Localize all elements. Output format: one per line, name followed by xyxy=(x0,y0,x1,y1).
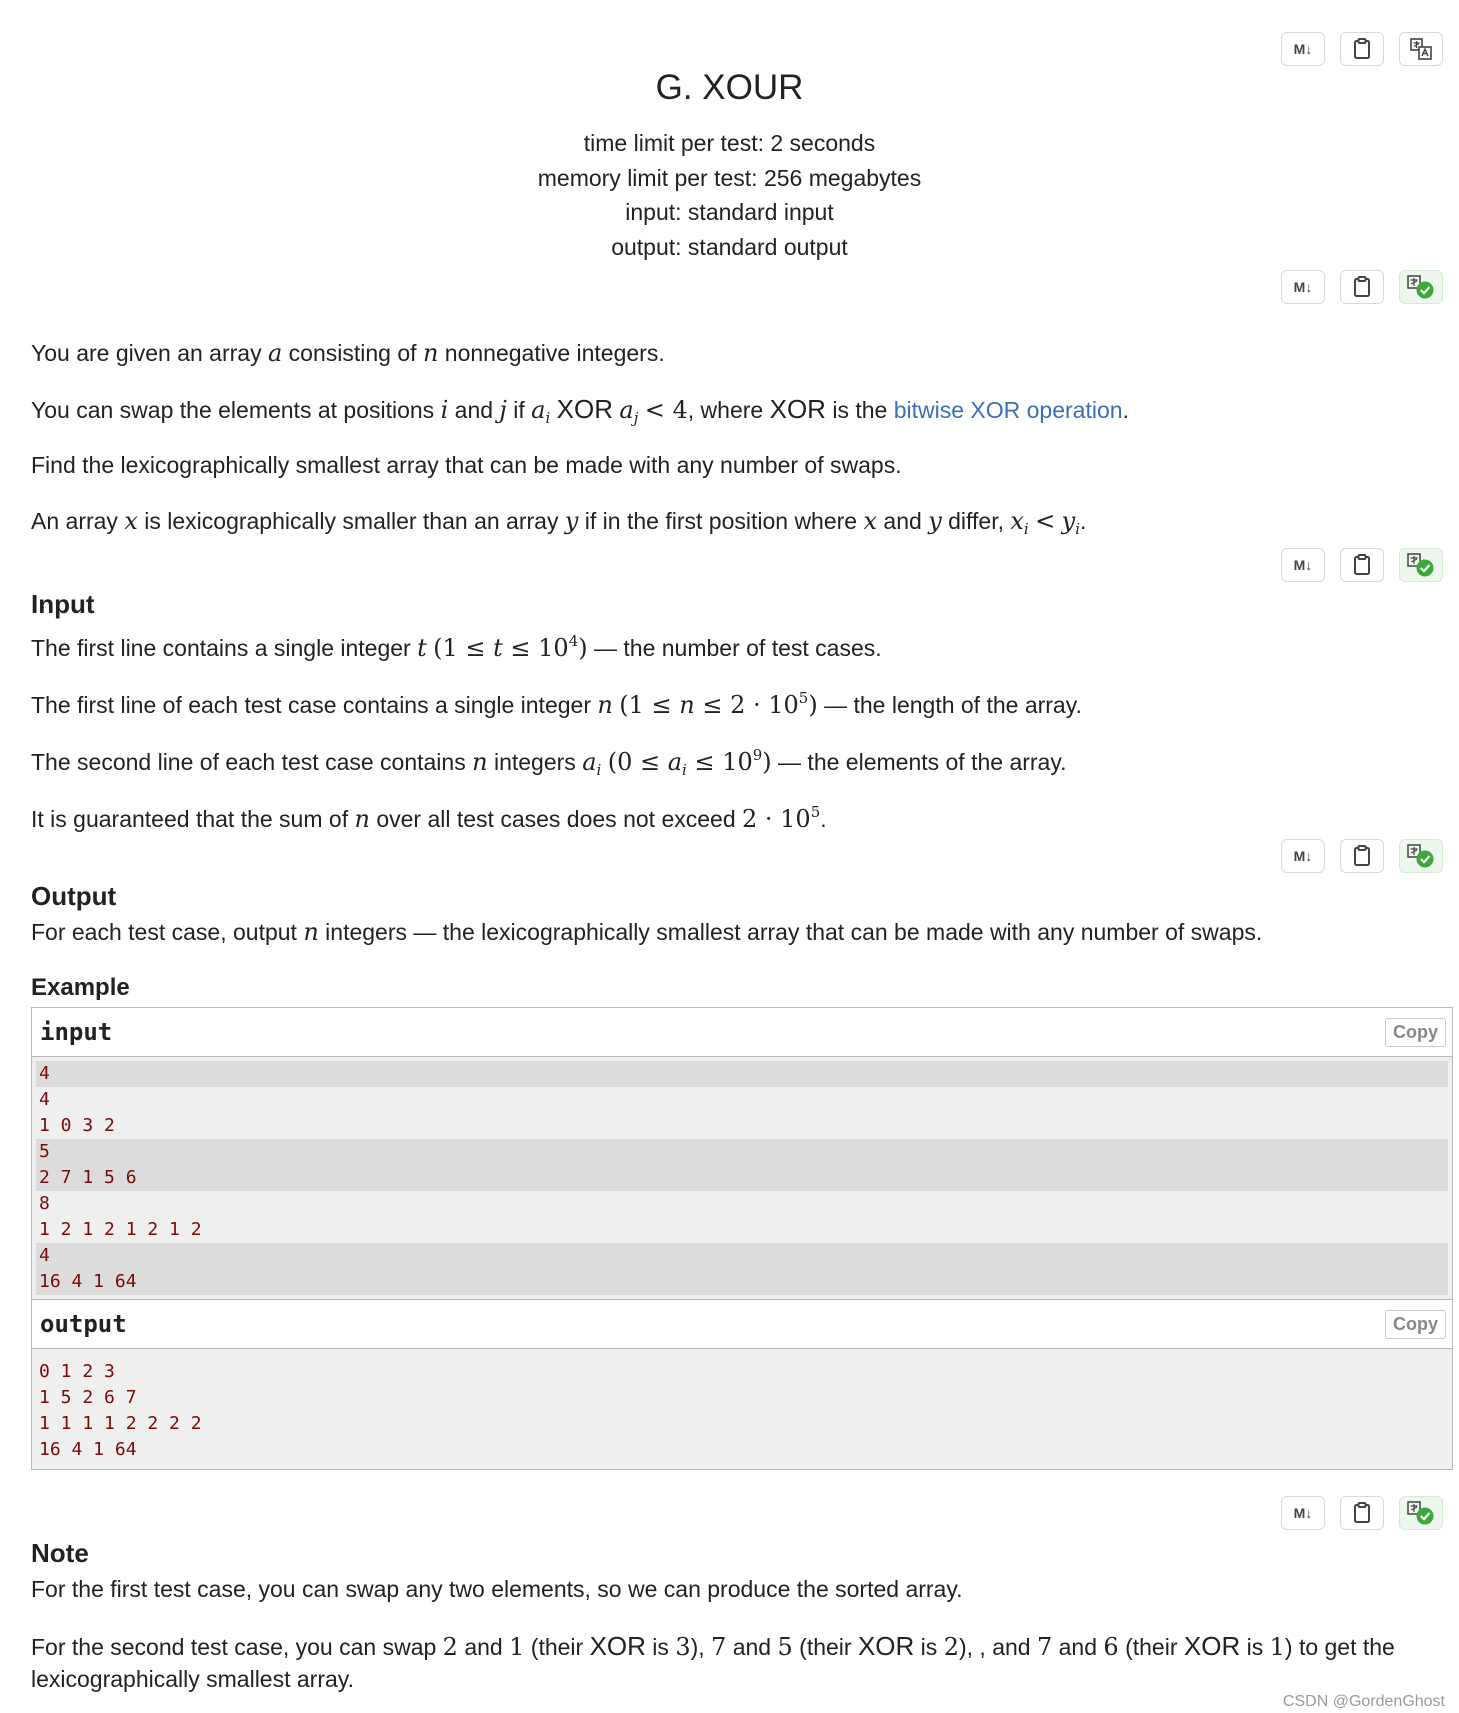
input-spec: input: standard input xyxy=(625,199,834,225)
statement-paragraph: An array x is lexicographically smaller than an array y if in the first position where x and y differ, $x_i < y_i$. xyxy=(31,507,1087,538)
example-output-line: 0 1 2 3 xyxy=(39,1361,115,1382)
markdown-icon: M↓ xyxy=(1293,41,1313,57)
copy-output-button[interactable]: Copy xyxy=(1385,1310,1446,1339)
note-paragraph: For the second test case, you can swap 2 and 1 (their XOR is 3), 7 and 5 (their XOR is 2), , and 7 and 6 (their XOR is 1) to get the xyxy=(31,1631,1395,1661)
example-input-line: 4 xyxy=(39,1089,50,1110)
example-output-line: 1 1 1 1 2 2 2 2 xyxy=(39,1413,202,1434)
translated-check-icon xyxy=(1406,274,1436,300)
statement-paragraph: You are given an array a consisting of n nonnegative integers. xyxy=(31,339,665,367)
example-box xyxy=(31,1007,1453,1470)
watermark: CSDN @GordenGhost xyxy=(1282,1693,1445,1710)
problem-title: G. XOUR xyxy=(655,68,804,107)
translated-button[interactable] xyxy=(1399,270,1443,304)
markdown-icon: M↓ xyxy=(1293,1505,1313,1521)
problem-header xyxy=(0,68,1459,264)
input-paragraph: The first line contains a single integer t $(1 \le t \le 10^4)$ — the number of test cases. xyxy=(31,632,882,662)
example-input-line: 16 4 1 64 xyxy=(36,1269,1448,1295)
clipboard-icon xyxy=(1352,276,1372,298)
translated-check-icon xyxy=(1406,843,1436,869)
statement-paragraph: Find the lexicographically smallest array that can be made with any number of swaps. xyxy=(31,452,902,478)
translate-button[interactable] xyxy=(1399,32,1443,66)
example-output-line: 1 5 2 6 7 xyxy=(39,1387,137,1408)
example-heading: Example xyxy=(31,974,130,1001)
statement-toolbar xyxy=(1281,270,1443,304)
translated-button[interactable] xyxy=(1399,548,1443,582)
example-input-line: 8 xyxy=(39,1193,50,1214)
markdown-button[interactable] xyxy=(1281,270,1325,304)
input-toolbar xyxy=(1281,548,1443,582)
translate-icon xyxy=(1409,37,1433,61)
input-paragraph: The first line of each test case contains a single integer n $(1 \le n \le 2 \cdot 10^5)$ — the length of the array. xyxy=(31,689,1082,719)
note-toolbar xyxy=(1281,1496,1443,1530)
markdown-button[interactable] xyxy=(1281,548,1325,582)
output-paragraph: For each test case, output n integers — the lexicographically smallest array that can be made with any number of swaps. xyxy=(31,918,1263,946)
input-paragraph: The second line of each test case contains n integers $a_i$ $(0 \le a_i \le 10^9)$ — the elements of the array. xyxy=(31,746,1067,779)
memory-limit: memory limit per test: 256 megabytes xyxy=(537,164,922,191)
header-toolbar xyxy=(1281,32,1443,66)
note-paragraph: lexicographically smallest array. xyxy=(31,1666,354,1692)
note-heading: Note xyxy=(31,1538,89,1568)
example-output-body[interactable] xyxy=(32,1349,1452,1469)
output-spec: output: standard output xyxy=(611,233,848,260)
markdown-icon: M↓ xyxy=(1293,848,1313,864)
copy-input-button[interactable]: Copy xyxy=(1385,1018,1446,1047)
copy-clipboard-button[interactable] xyxy=(1340,270,1384,304)
clipboard-icon xyxy=(1352,38,1372,60)
note-paragraph: For the first test case, you can swap any two elements, so we can produce the sorted array. xyxy=(31,1576,963,1602)
example-output-header xyxy=(32,1299,1452,1349)
copy-clipboard-button[interactable] xyxy=(1340,839,1384,873)
example-input-line: 5 xyxy=(36,1139,1448,1165)
time-limit: time limit per test: 2 seconds xyxy=(583,130,876,156)
copy-clipboard-button[interactable] xyxy=(1340,1496,1384,1530)
example-input-label: input xyxy=(40,1018,113,1046)
example-input-line: 4 xyxy=(36,1061,1448,1087)
clipboard-icon xyxy=(1352,845,1372,867)
bitwise-xor-link[interactable]: bitwise XOR operation xyxy=(893,397,1123,423)
translated-check-icon xyxy=(1406,1500,1436,1526)
markdown-icon: M↓ xyxy=(1293,279,1313,295)
output-heading: Output xyxy=(31,881,117,911)
example-input-header xyxy=(32,1008,1452,1057)
example-input-line: 1 0 3 2 xyxy=(39,1115,115,1136)
clipboard-icon xyxy=(1352,554,1372,576)
input-paragraph: It is guaranteed that the sum of n over all test cases does not exceed $2 \cdot 10^5$. xyxy=(31,803,827,833)
copy-clipboard-button[interactable] xyxy=(1340,32,1384,66)
example-input-body[interactable] xyxy=(32,1057,1452,1299)
markdown-icon: M↓ xyxy=(1293,557,1313,573)
example-output-line: 16 4 1 64 xyxy=(39,1439,137,1460)
example-input-line: 2 7 1 5 6 xyxy=(36,1165,1448,1191)
translated-button[interactable] xyxy=(1399,1496,1443,1530)
example-input-line: 1 2 1 2 1 2 1 2 xyxy=(39,1219,202,1240)
translated-check-icon xyxy=(1406,552,1436,578)
example-output-label: output xyxy=(40,1310,127,1338)
example-input-line: 4 xyxy=(36,1243,1448,1269)
input-heading: Input xyxy=(31,589,95,619)
statement-paragraph: You can swap the elements at positions i and j if $a_i$ XOR $a_j < 4$, where XOR is the bitwise XOR operation. xyxy=(31,394,1129,427)
markdown-button[interactable] xyxy=(1281,1496,1325,1530)
translated-button[interactable] xyxy=(1399,839,1443,873)
copy-clipboard-button[interactable] xyxy=(1340,548,1384,582)
output-toolbar xyxy=(1281,839,1443,873)
markdown-button[interactable] xyxy=(1281,32,1325,66)
markdown-button[interactable] xyxy=(1281,839,1325,873)
clipboard-icon xyxy=(1352,1502,1372,1524)
